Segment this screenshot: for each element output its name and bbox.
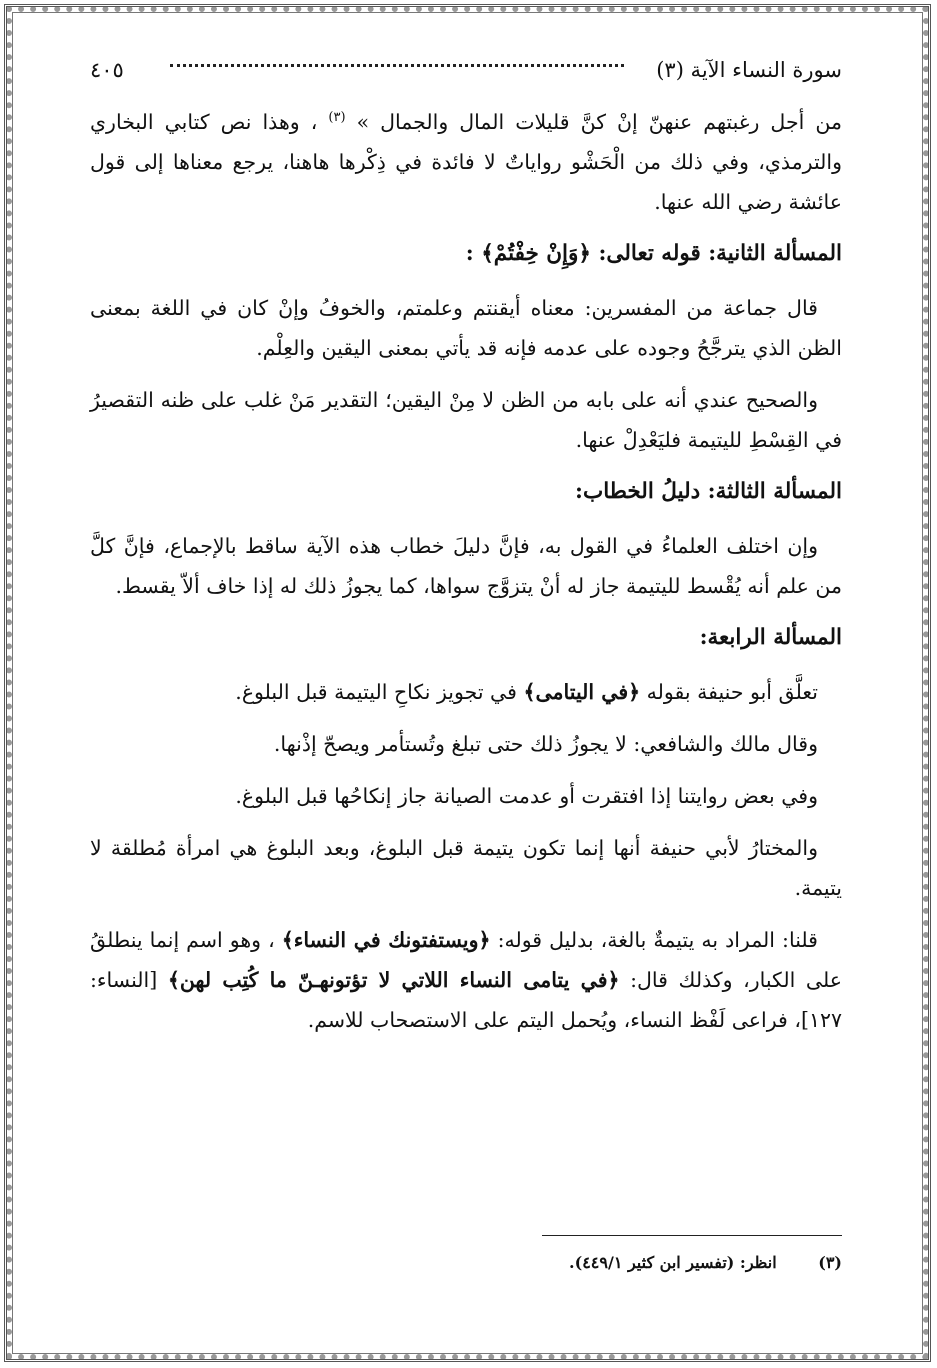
paragraph-6: وقال مالك والشافعي: لا يجوزُ ذلك حتى تبلغ وتُستأمر ويصحّ إذْنها. <box>273 731 818 756</box>
quranic-quote: ﴿في يتامى النساء اللاتي لا تؤتونهـنّ ما كُتِب لهن﴾ <box>167 967 620 992</box>
footnote-reference: (٣) <box>328 110 346 125</box>
page-number: ٤٠٥ <box>90 58 124 82</box>
paragraph-1-text-b: ، وهذا نص كتابي البخاري والترمذي، وفي ذلك من الْحَشْو رواياتٌ لا فائدة في ذِكْرها هاهنا، يرجع معناها إلى قول عائشة رضي الله عنها. <box>90 109 842 214</box>
heading-fourth-issue: المسألة الرابعة: <box>699 624 842 650</box>
paragraph-9-text-b: ، وهو اسم إنما ينطلقُ على الكبار، وكذلك قال: <box>90 927 842 992</box>
page-body <box>90 98 842 1040</box>
footnote <box>90 1246 842 1280</box>
paragraph-4: وإن اختلف العلماءُ في القول به، فإنَّ دليلَ خطاب هذه الآية ساقط بالإجماع، فإنَّ كلَّ من علم أنه يُقْسط لليتيمة جاز له أنْ يتزوَّج سواها، كما يجوزُ ذلك له إذا خاف ألاّ يقسط. <box>90 533 842 598</box>
paragraph-5 <box>90 672 842 712</box>
book-page <box>90 50 842 1330</box>
footnote-text: انظر: (تفسير ابن كثير ٤٤٩/١). <box>569 1253 777 1272</box>
paragraph-5-text-b: في تجويز نكاحِ اليتيمة قبل البلوغ. <box>235 679 517 704</box>
paragraph-1-text-a: من أجل رغبتهم عنهنّ إنْ كنَّ قليلات المال والجمال » <box>356 109 842 134</box>
heading-second-issue <box>90 234 842 274</box>
footnote-number: (٣) <box>818 1253 842 1272</box>
paragraph-5-text-a: تعلَّق أبو حنيفة بقوله <box>646 679 818 704</box>
surah-title: سورة النساء الآية (٣) <box>656 58 842 82</box>
paragraph-9-text-a: قلنا: المراد به يتيمةٌ بالغة، بدليل قوله: <box>497 927 818 952</box>
quranic-quote: ﴿في اليتامى﴾ <box>523 679 641 704</box>
footnote-separator <box>542 1235 842 1236</box>
heading-second-issue-label: المسألة الثانية: قوله تعالى: <box>598 240 842 266</box>
header-dotted-leader <box>170 64 624 67</box>
paragraph-2: قال جماعة من المفسرين: معناه أيقنتم وعلمتم، والخوفُ وإنْ كان في اللغة بمعنى الظن الذي يترجَّحُ وجوده على عدمه فإنه قد يأتي بمعنى اليقين والعِلْم. <box>90 295 842 360</box>
running-header <box>90 50 842 98</box>
paragraph-8: والمختارُ لأبي حنيفة أنها إنما تكون يتيمة قبل البلوغ، وبعد البلوغ هي امرأة مُطلقة لا يتيمة. <box>90 835 842 900</box>
paragraph-9 <box>90 920 842 1040</box>
quranic-quote: ﴿وَإِنْ خِفْتُمْ﴾ : <box>465 240 591 266</box>
quranic-quote: ﴿ويستفتونك في النساء﴾ <box>281 927 491 952</box>
paragraph-7: وفي بعض روايتنا إذا افتقرت أو عدمت الصيانة جاز إنكاحُها قبل البلوغ. <box>235 783 818 808</box>
paragraph-3: والصحيح عندي أنه على بابه من الظن لا مِنْ اليقين؛ التقدير مَنْ غلب على ظنه التقصيرُ في القِسْطِ لليتيمة فليَعْدِلْ عنها. <box>90 387 842 452</box>
paragraph-1 <box>90 98 842 222</box>
paragraph-9-text-c: [النساء: ١٢٧]، فراعى لَفْظ النساء، ويُحمل اليتم على الاستصحاب للاسم. <box>90 967 842 1032</box>
heading-third-issue: المسألة الثالثة: دليلُ الخطاب: <box>575 478 842 504</box>
